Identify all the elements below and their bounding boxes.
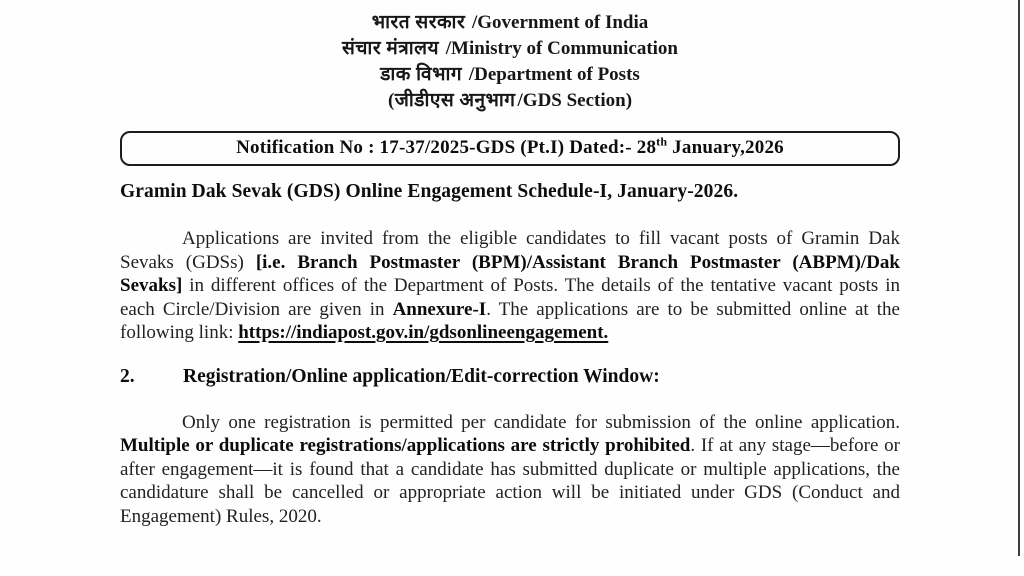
header-english-text: /Government of India bbox=[472, 12, 649, 33]
header-english-text: /GDS Section) bbox=[517, 90, 633, 111]
notification-date-text: January,2026 bbox=[667, 137, 784, 158]
para1-bold-annexure: Annexure-I bbox=[392, 298, 487, 320]
header-line-govt-of-india bbox=[120, 10, 900, 36]
header-line-gds-section bbox=[120, 88, 900, 114]
header-line-department bbox=[120, 62, 900, 88]
section-number: 2. bbox=[120, 365, 135, 387]
para1-text: . The applications are to be submitted online at the following link: bbox=[120, 298, 900, 343]
para2-text: . If at any stage—before or after engagement—it is found that a candidate has submitted duplicate or multiple applications, the candidature shall be cancelled or appropriate action will be initiated under GDS (Conduct and Engagement) Rules, 2020. bbox=[120, 435, 901, 527]
section-2-heading bbox=[120, 366, 900, 387]
application-portal-link[interactable]: https://indiapost.gov.in/gdsonlineengagement. bbox=[238, 322, 609, 343]
notification-number-box bbox=[120, 131, 900, 166]
notification-number-text: Notification No : 17-37/2025-GDS (Pt.I) Dated:- 28 bbox=[236, 137, 657, 158]
header-english-text: /Department of Posts bbox=[468, 64, 640, 85]
header-hindi-text: भारत सरकार bbox=[371, 12, 466, 33]
header-hindi-text: (जीडीएस अनुभाग bbox=[387, 90, 516, 111]
ordinal-superscript: th bbox=[656, 134, 668, 149]
para2-text: Only one registration is permitted per candidate for submission of the online application. bbox=[182, 411, 900, 433]
document-content bbox=[120, 0, 900, 528]
para2-bold-prohibited: Multiple or duplicate registrations/applications are strictly prohibited bbox=[120, 435, 691, 456]
header-hindi-text: संचार मंत्रालय bbox=[342, 38, 440, 59]
document-header bbox=[120, 0, 900, 114]
header-english-text: /Ministry of Communication bbox=[445, 38, 678, 59]
para1-text: in different offices of the Department of Posts. The details of the tentative vacant posts in each Circle/Division are given in bbox=[120, 275, 900, 320]
para1-text: Applications are invited from the eligible candidates to fill vacant posts of Gramin Dak Sevaks (GDSs) bbox=[120, 228, 900, 273]
header-hindi-text: डाक विभाग bbox=[380, 64, 463, 85]
section-title: Registration/Online application/Edit-correction Window: bbox=[183, 365, 660, 387]
document-title: Gramin Dak Sevak (GDS) Online Engagement Schedule-I, January-2026. bbox=[120, 181, 739, 202]
scan-page-edge-line bbox=[1018, 0, 1020, 556]
paragraph-applications-invited bbox=[120, 227, 900, 345]
header-line-ministry bbox=[120, 36, 900, 62]
paragraph-registration-rules bbox=[120, 411, 900, 529]
para1-bold-posts-list: [i.e. Branch Postmaster (BPM)/Assistant Branch Postmaster (ABPM)/Dak Sevaks] bbox=[120, 251, 901, 296]
